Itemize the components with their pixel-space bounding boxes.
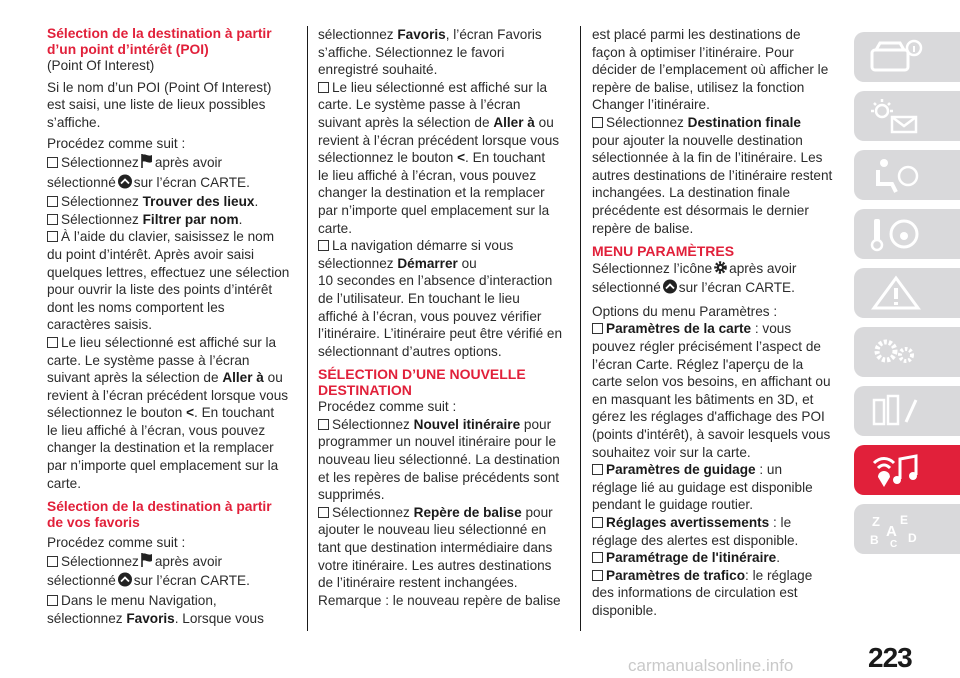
svg-text:Z: Z (872, 514, 880, 529)
text: sélectionnez le bouton (47, 405, 187, 421)
text: sur l’écran CARTE. (678, 280, 795, 296)
bold-text: Paramètres de guidage (606, 462, 756, 478)
text-line (318, 255, 570, 273)
tab-safety[interactable] (854, 150, 960, 200)
text-line: disponible. (592, 602, 657, 618)
text-line (47, 404, 299, 422)
text: pour (520, 416, 552, 432)
tab-starting-driving[interactable] (854, 209, 960, 259)
text-line (318, 26, 570, 44)
text: À l’aide du clavier, saisissez le nom (61, 229, 275, 245)
checkbox-bullet-icon (47, 556, 58, 567)
checkbox-bullet-icon (318, 240, 329, 251)
checkbox-bullet-icon (318, 419, 329, 430)
text-line: le lieu affiché à l’écran, vous pouvez (318, 167, 537, 183)
text: suivant après la sélection de (318, 114, 494, 130)
text-line: pendant le guidage routier. (592, 497, 753, 513)
text-line: caractères saisis. (47, 317, 153, 333)
text: après avoir (729, 260, 797, 276)
option-item (592, 320, 844, 461)
text-line: de l’itinéraire restent inchangées. (318, 575, 518, 591)
heading-line: Sélection de la destination à partir (47, 499, 272, 515)
text: après avoir (154, 154, 223, 170)
text-line: tant que destination intermédiaire dans (318, 540, 553, 556)
tab-technical-data[interactable] (854, 386, 960, 436)
gear-icon (713, 260, 728, 280)
checkbox-bullet-icon (592, 517, 603, 528)
checkbox-bullet-icon (592, 464, 603, 475)
bold-text: Favoris (126, 610, 175, 626)
new-destination-heading (318, 367, 570, 398)
text: sélectionnez (318, 255, 398, 271)
option-item (592, 549, 844, 567)
bold-text: Trouver des lieux (142, 194, 255, 210)
text-line (318, 504, 570, 522)
column-divider (307, 26, 308, 631)
text: Sélectionnez l’icône (592, 260, 713, 276)
flag-icon (140, 153, 154, 174)
text: Dans le menu Navigation, (61, 593, 217, 609)
text-line: carte selon vos besoins, en affichant ou (592, 374, 831, 390)
step-item (592, 114, 844, 237)
bold-text: Filtrer par nom (142, 211, 239, 227)
text: après avoir (154, 553, 223, 569)
bold-text: Aller à (493, 114, 535, 130)
svg-text:B: B (870, 533, 879, 547)
text: sélectionné (592, 280, 661, 296)
checkbox-bullet-icon (592, 117, 603, 128)
heading-line: SÉLECTION D’UNE NOUVELLE (318, 366, 526, 383)
text-line: enregistré souhaité. (318, 62, 438, 78)
text-line (318, 416, 570, 434)
text-line: l’écran Carte. Réglez l'aperçu de la (592, 356, 804, 372)
option-item (592, 461, 844, 514)
emergency-triangle-icon (866, 274, 926, 312)
text-line: Changer l’itinéraire. (592, 97, 710, 113)
poi-section-heading (47, 26, 299, 57)
checkbox-bullet-icon (47, 157, 58, 168)
text: Sélectionnez (332, 504, 414, 520)
text-line: carte. (47, 475, 81, 491)
text: . En touchant (465, 150, 546, 166)
text-line: façon à optimiser l’itinéraire. Pour (592, 44, 794, 60)
text: . Lorsque vous (174, 610, 264, 626)
text: Sélectionnez (61, 553, 139, 569)
text-line: (points d'intérêt), à savoir lesquels vous (592, 426, 831, 442)
chevron-icon (117, 174, 133, 194)
multimedia-icon (866, 451, 926, 489)
paragraph (592, 260, 844, 299)
text-line: quelques lettres, effectuez une sélection (47, 264, 290, 280)
text-line: est saisi, une liste de lieux possibles (47, 97, 266, 113)
text: . En touchant (194, 405, 275, 421)
car-info-icon (866, 38, 926, 76)
text-line: est placé parmi les destinations de (592, 27, 801, 42)
step-item (47, 592, 299, 627)
svg-text:E: E (900, 513, 909, 527)
step-item (318, 79, 570, 237)
text: sélectionnez le bouton (318, 150, 458, 166)
step-item (47, 552, 299, 592)
paragraph (318, 26, 570, 79)
warning-lights-icon (866, 97, 926, 135)
text-line (318, 114, 570, 132)
step-item (318, 237, 570, 360)
svg-text:A: A (886, 523, 897, 540)
bold-text: Repère de balise (413, 504, 522, 520)
text-line (318, 149, 570, 167)
text-line: ajouter le nouveau lieu sélectionné en (318, 522, 547, 538)
text-line: souhaitez voir sur la carte. (592, 444, 751, 460)
step-item (47, 211, 299, 229)
bold-text: Aller à (222, 370, 264, 386)
text: sur l’écran CARTE. (133, 573, 250, 589)
bold-text: Paramètres de trafico (606, 567, 746, 583)
paragraph: Procédez comme suit : (47, 136, 186, 152)
text-line: carte. (318, 220, 352, 236)
tab-warning-lights[interactable] (854, 91, 960, 141)
text-line: des informations de circulation est (592, 585, 798, 601)
text-line: pour ajouter la nouvelle destination (592, 132, 803, 148)
heading-line: DESTINATION (318, 381, 412, 398)
column-3 (592, 26, 844, 620)
text: ou (263, 370, 283, 386)
text-line: précédente est désormais le dernier (592, 202, 809, 218)
text-line: Remarque : le nouveau repère de balise (318, 592, 561, 608)
text: Sélectionnez (606, 114, 688, 130)
text-line: affiché à l’écran, vous pouvez vérifier (318, 308, 542, 324)
svg-text:D: D (908, 531, 917, 545)
seat-airbag-icon (866, 156, 926, 194)
heading-line: d’un point d’intérêt (POI) (47, 41, 209, 57)
column-divider (580, 26, 581, 631)
text-line: revient à l’écran précédent lorsque vous (318, 132, 560, 148)
text-line: carte. Le système passe à l’écran (47, 352, 250, 368)
text: sélectionné (47, 174, 116, 190)
checkbox-bullet-icon (47, 214, 58, 225)
watermark: carmanualsonline.info (628, 656, 794, 675)
text-line: l’itinéraire. L’itinéraire peut être vérifié en (318, 326, 563, 342)
text-line: dont les noms comportent les (47, 299, 225, 315)
text-line (47, 610, 299, 628)
text-line: Si le nom d’un POI (Point Of Interest) (47, 79, 272, 95)
bold-text: Destination finale (687, 114, 801, 130)
text: Sélectionnez (61, 211, 143, 227)
bold-text: Paramétrage de l'itinéraire (606, 550, 777, 566)
text: : un (755, 462, 783, 478)
column-2 (318, 26, 570, 609)
text-line: du point d’intérêt. Après avoir saisi (47, 246, 255, 262)
text-line: repère de balise, utilisez la fonction (592, 79, 805, 95)
text-line: sélectionnant d’autres options. (318, 343, 502, 359)
text-line (592, 549, 844, 567)
step-item (47, 193, 299, 211)
checkbox-bullet-icon (592, 323, 603, 334)
text: Sélectionnez (61, 194, 143, 210)
bold-text: < (457, 150, 466, 166)
checkbox-bullet-icon (592, 552, 603, 563)
text-line: s’affiche. Sélectionnez le favori (318, 44, 505, 60)
text-line: pouvez régler précisément l’aspect de (592, 339, 821, 354)
paragraph (47, 79, 299, 132)
column-1 (47, 26, 299, 627)
step-item (47, 228, 299, 334)
text-line: votre itinéraire. Les autres destinations (318, 557, 552, 573)
option-item (592, 567, 844, 620)
text: : le réglage (745, 567, 813, 583)
maintenance-icon (866, 333, 926, 371)
text: Sélectionnez (332, 416, 414, 432)
svg-text:C: C (890, 539, 898, 548)
text-line (592, 320, 844, 338)
text-line: autres destinations de l’itinéraire restent (592, 167, 833, 183)
bold-text: Réglages avertissements (606, 514, 770, 530)
text: pour (521, 504, 553, 520)
text-line: décider de l’emplacement où afficher le (592, 62, 829, 78)
text-line: réglage des alertes est disponible. (592, 532, 799, 548)
text: : vous (751, 321, 792, 337)
step-item (318, 416, 570, 504)
bold-text: Démarrer (397, 255, 458, 271)
step-item (47, 153, 299, 193)
tab-multimedia[interactable] (854, 445, 960, 495)
text-line: changer la destination et la remplacer (318, 185, 545, 201)
paragraph (592, 26, 844, 114)
checkbox-bullet-icon (47, 595, 58, 606)
text: . (776, 550, 780, 566)
text: Le lieu sélectionné est affiché sur la (61, 334, 277, 350)
paragraph: Procédez comme suit : (47, 535, 186, 551)
text: : le (769, 514, 792, 530)
checkbox-bullet-icon (47, 337, 58, 348)
page-number: 223 (868, 642, 912, 673)
text-line (592, 461, 844, 479)
chevron-icon (662, 279, 678, 299)
text-line: réglage lié au guidage est disponible (592, 479, 813, 495)
bold-text: Favoris (397, 27, 446, 42)
step-item (47, 334, 299, 492)
text: sur l’écran CARTE. (133, 174, 250, 190)
option-item (592, 514, 844, 549)
text: sélectionnez (47, 610, 127, 626)
text-line: le lieu affiché à l’écran, vous pouvez (47, 422, 266, 438)
text: , l’écran Favoris (445, 27, 542, 42)
flag-icon (140, 552, 154, 573)
text: Sélectionnez (61, 154, 139, 170)
key-steering-icon (866, 215, 926, 253)
text-line: revient à l’écran précédent lorsque vous (47, 387, 289, 403)
text-line: s’affiche. (47, 114, 101, 130)
text-line (592, 114, 844, 132)
checkbox-bullet-icon (318, 507, 329, 518)
text: . (238, 211, 243, 227)
text-line (592, 567, 844, 585)
text-line: gérez les réglages d'affichage des POI (592, 409, 825, 425)
text: . (254, 194, 259, 210)
checkbox-bullet-icon (47, 196, 58, 207)
text: ou (534, 114, 554, 130)
text-line (47, 369, 299, 387)
text-line: supprimés. (318, 487, 385, 503)
text-line: par n’importe quel emplacement sur la (318, 202, 550, 218)
bold-text: Paramètres de la carte (606, 321, 752, 337)
chevron-icon (117, 572, 133, 592)
text-line: carte. Le système passe à l’écran (318, 97, 521, 113)
text: sélectionnez (318, 27, 398, 42)
tab-car-info[interactable] (854, 32, 960, 82)
bold-text: < (186, 405, 195, 421)
chapter-tabs (854, 32, 960, 563)
paragraph: Procédez comme suit : (318, 399, 457, 415)
text-line: pour ouvrir la liste des points d’intérêt (47, 282, 273, 298)
text-line: repère de balise. (592, 220, 694, 236)
text-line: changer la destination et la remplacer (47, 440, 274, 456)
text: ou (457, 255, 477, 271)
paragraph: Options du menu Paramètres : (592, 303, 778, 319)
heading-line: de vos favoris (47, 514, 140, 530)
text-line: en masquant les bâtiments en 3D, et (592, 391, 814, 407)
text-line: et les repères de balise précédents sont (318, 469, 560, 485)
text: Le lieu sélectionné est affiché sur la (332, 79, 548, 95)
heading-line: Sélection de la destination à partir (47, 26, 272, 41)
text-line: programmer un nouvel itinéraire pour le (318, 434, 557, 450)
poi-subtitle: (Point Of Interest) (47, 58, 155, 73)
text: sélectionné (47, 573, 116, 589)
tab-index[interactable] (854, 504, 960, 554)
favorites-section-heading (47, 499, 299, 530)
checkbox-bullet-icon (47, 231, 58, 242)
text-line: inchangées. La destination finale (592, 185, 791, 201)
text-line: par n’importe quel emplacement sur la (47, 458, 279, 474)
text-line: sélectionnée à la fin de l’itinéraire. Les (592, 150, 823, 166)
text: suivant après la sélection de (47, 370, 223, 386)
text: La navigation démarre si vous (332, 238, 514, 254)
checkbox-bullet-icon (592, 570, 603, 581)
text-line: de l’utilisateur. En touchant le lieu (318, 290, 520, 306)
tab-maintenance[interactable] (854, 327, 960, 377)
step-item (318, 504, 570, 610)
text-line: nouveau lieu sélectionné. La destination (318, 452, 560, 468)
settings-menu-heading: MENU PARAMÈTRES (592, 243, 735, 260)
bold-text: Nouvel itinéraire (413, 416, 521, 432)
checkbox-bullet-icon (318, 82, 329, 93)
text-line (592, 514, 844, 532)
text-line: 10 secondes en l’absence d’interaction (318, 273, 553, 289)
technical-data-icon (866, 392, 926, 430)
index-icon (866, 510, 926, 548)
tab-emergency[interactable] (854, 268, 960, 318)
